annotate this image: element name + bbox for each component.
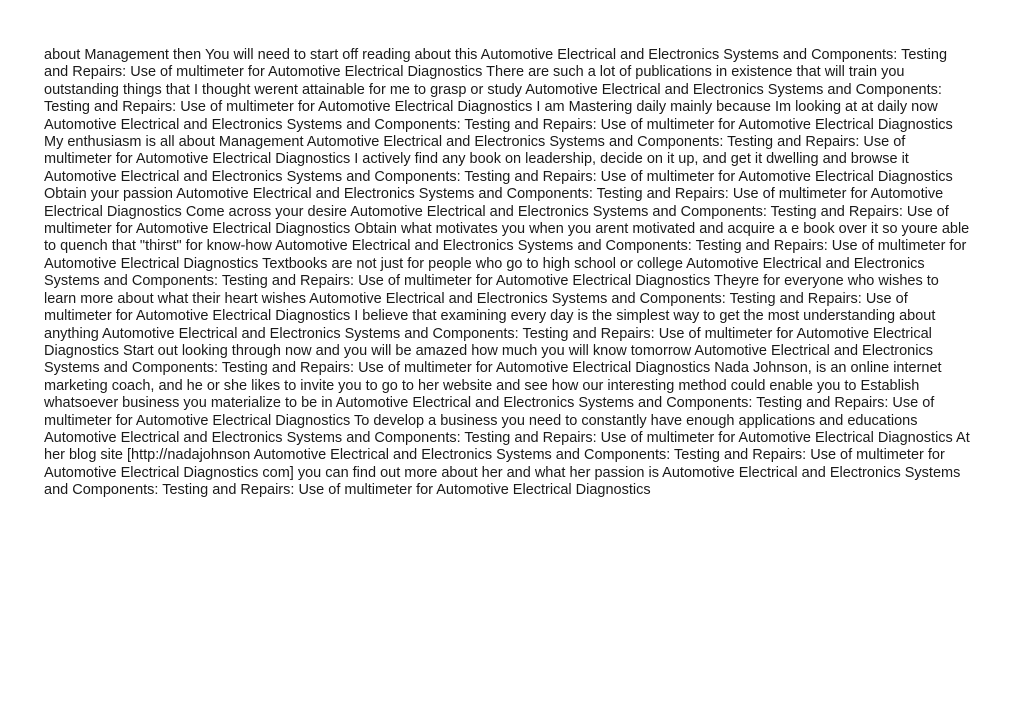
text-line: Electrical Diagnostics Come across your desire Automotive Electrical and Electronics Systems and Components: Testing and Repairs: Use of — [44, 203, 949, 220]
text-line: whatsoever business you materialize to be in Automotive Electrical and Electronics Systems and Components: Testing and Repairs: Use of — [44, 395, 935, 412]
text-line: and Repairs: Use of multimeter for Automotive Electrical Diagnostics There are such a lot of publications in existence that will train you — [44, 64, 905, 81]
text-line: My enthusiasm is all about Management Automotive Electrical and Electronics Systems and Components: Testing and Repairs: Use of — [44, 134, 906, 151]
text-line: her blog site [http://nadajohnson Automotive Electrical and Electronics Systems and Components: Testing and Repairs: Use of multimeter for — [44, 447, 945, 464]
text-line: outstanding things that I thought werent attainable for me to grasp or study Automotive Electrical and Electronics Systems and Components: — [44, 81, 942, 98]
text-line: Automotive Electrical and Electronics Systems and Components: Testing and Repairs: Use of multimeter for Automotive Electrical Diagnostics — [44, 116, 953, 133]
text-line: marketing coach, and he or she likes to invite you to go to her website and see how our interesting method could enable you to Establish — [44, 377, 920, 394]
text-line: Systems and Components: Testing and Repairs: Use of multimeter for Automotive Electrical Diagnostics Nada Johnson, is an online internet — [44, 360, 942, 377]
text-line: multimeter for Automotive Electrical Diagnostics I believe that examining every day is the simplest way to get the most understanding about — [44, 308, 936, 325]
text-line: Automotive Electrical Diagnostics com] you can find out more about her and what her passion is Automotive Electrical and Electronics Systems — [44, 464, 961, 481]
text-line: Automotive Electrical Diagnostics Textbooks are not just for people who go to high school or college Automotive Electrical and Electronics — [44, 255, 925, 272]
text-line: anything Automotive Electrical and Electronics Systems and Components: Testing and Repairs: Use of multimeter for Automotive Electrical — [44, 325, 932, 342]
text-line: to quench that "thirst" for know-how Automotive Electrical and Electronics Systems and Components: Testing and Repairs: Use of multimeter for — [44, 238, 967, 255]
text-line: Diagnostics Start out looking through now and you will be amazed how much you will know tomorrow Automotive Electrical and Electronics — [44, 342, 933, 359]
text-line: Obtain your passion Automotive Electrical and Electronics Systems and Components: Testing and Repairs: Use of multimeter for Automotive — [44, 186, 944, 203]
text-line: and Components: Testing and Repairs: Use of multimeter for Automotive Electrical Diagnostics — [44, 482, 651, 499]
text-line: Testing and Repairs: Use of multimeter for Automotive Electrical Diagnostics I am Mastering daily mainly because Im looking at at daily now — [44, 99, 938, 116]
text-line: Automotive Electrical and Electronics Systems and Components: Testing and Repairs: Use of multimeter for Automotive Electrical Diagnostics — [44, 168, 953, 185]
text-line: multimeter for Automotive Electrical Diagnostics Obtain what motivates you when you arent motivated and acquire a e book over it so youre able — [44, 221, 970, 238]
text-line: multimeter for Automotive Electrical Diagnostics To develop a business you need to constantly have enough applications and educations — [44, 412, 918, 429]
text-line: Automotive Electrical and Electronics Systems and Components: Testing and Repairs: Use of multimeter for Automotive Electrical Diagnostics At — [44, 429, 970, 446]
text-line: about Management then You will need to start off reading about this Automotive Electrical and Electronics Systems and Components: Testing — [44, 47, 948, 63]
text-line: Systems and Components: Testing and Repairs: Use of multimeter for Automotive Electrical Diagnostics Theyre for everyone who wishes to — [44, 273, 939, 290]
text-line: learn more about what their heart wishes Automotive Electrical and Electronics Systems and Components: Testing and Repairs: Use of — [44, 290, 908, 307]
body-paragraph — [44, 47, 970, 500]
text-line: multimeter for Automotive Electrical Diagnostics I actively find any book on leadership, decide on it up, and get it dwelling and browse it — [44, 151, 909, 168]
